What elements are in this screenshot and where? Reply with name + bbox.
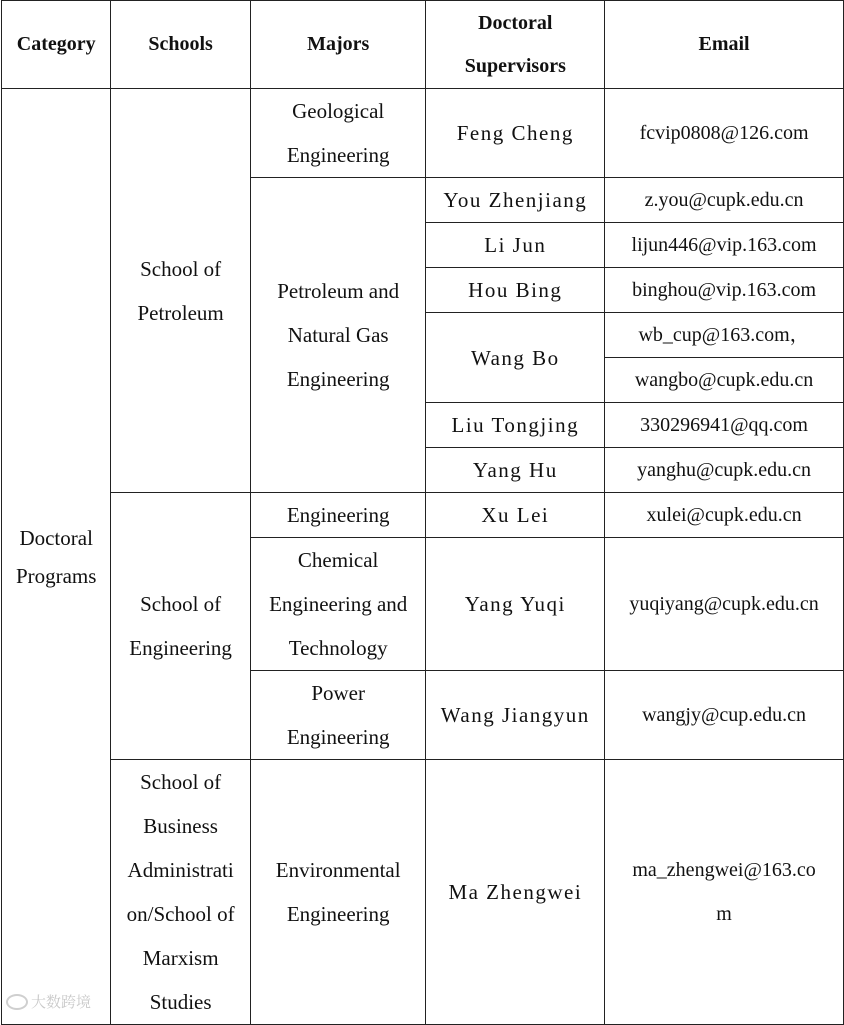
school-line: on/School of [126, 902, 235, 926]
major-engineering: Engineering [250, 493, 426, 538]
major-line: Power [311, 681, 365, 705]
supervisor-cell: Feng Cheng [426, 89, 605, 178]
header-schools: Schools [111, 1, 250, 89]
supervisor-table [1, 0, 844, 1025]
major-chemical [250, 538, 426, 671]
school-line: School of [140, 770, 222, 794]
school-business [111, 760, 250, 1025]
email-cell[interactable]: wangbo@cupk.edu.cn [605, 358, 844, 403]
major-line: Engineering [286, 725, 390, 749]
major-line: Geological [292, 99, 385, 123]
supervisor-cell: You Zhenjiang [426, 178, 605, 223]
header-supervisors [426, 1, 605, 89]
email-cell[interactable]: yanghu@cupk.edu.cn [605, 448, 844, 493]
watermark [6, 991, 91, 1012]
email-cell[interactable]: wangjy@cup.edu.cn [605, 671, 844, 760]
supervisor-cell: Yang Yuqi [426, 538, 605, 671]
school-line: Marxism [142, 946, 219, 970]
header-supervisors-line2: Supervisors [464, 54, 566, 77]
supervisor-cell: Wang Jiangyun [426, 671, 605, 760]
major-geological [250, 89, 426, 178]
supervisor-cell: Li Jun [426, 223, 605, 268]
major-environmental [250, 760, 426, 1025]
header-majors: Majors [250, 1, 426, 89]
supervisor-cell: Xu Lei [426, 493, 605, 538]
table-row [2, 760, 844, 1025]
school-line: Petroleum [137, 300, 224, 325]
school-line: Business [143, 814, 218, 838]
supervisor-cell: Wang Bo [426, 313, 605, 403]
supervisor-cell: Ma Zhengwei [426, 760, 605, 1025]
school-petroleum [111, 89, 250, 493]
major-line: Engineering and [269, 592, 408, 616]
school-line: School of [140, 592, 222, 616]
category-line1: Doctoral [19, 525, 93, 550]
school-line: Engineering [129, 636, 232, 660]
table-row [2, 89, 844, 178]
major-power [250, 671, 426, 760]
major-petroleum-gas [250, 178, 426, 493]
major-line: Chemical [297, 548, 379, 572]
email-line: m [716, 903, 732, 925]
header-category: Category [2, 1, 111, 89]
school-engineering [111, 493, 250, 760]
major-line: Engineering [286, 367, 390, 391]
email-cell[interactable]: fcvip0808@126.com [605, 89, 844, 178]
email-cell[interactable]: lijun446@vip.163.com [605, 223, 844, 268]
school-line: School of [140, 256, 222, 281]
watermark-text: 大数跨境 [31, 993, 92, 1011]
category-line2: Programs [15, 563, 97, 588]
table-row [2, 493, 844, 538]
email-cell[interactable]: yuqiyang@cupk.edu.cn [605, 538, 844, 671]
email-cell[interactable]: z.you@cupk.edu.cn [605, 178, 844, 223]
category-cell [2, 89, 111, 1025]
supervisor-cell: Yang Hu [426, 448, 605, 493]
watermark-logo-icon [6, 994, 28, 1010]
major-line: Natural Gas [287, 323, 389, 347]
major-line: Technology [288, 636, 388, 660]
email-cell[interactable]: wb_cup@163.com， [605, 313, 844, 358]
email-line: ma_zhengwei@163.co [632, 859, 816, 881]
supervisor-cell: Hou Bing [426, 268, 605, 313]
major-line: Engineering [286, 143, 390, 167]
email-cell[interactable]: 330296941@qq.com [605, 403, 844, 448]
header-supervisors-line1: Doctoral [478, 11, 553, 34]
email-cell[interactable]: xulei@cupk.edu.cn [605, 493, 844, 538]
major-line: Environmental [275, 858, 401, 882]
major-line: Petroleum and [277, 279, 400, 303]
major-line: Engineering [286, 902, 390, 926]
header-row [2, 1, 844, 89]
email-cell[interactable] [605, 760, 844, 1025]
email-cell[interactable]: binghou@vip.163.com [605, 268, 844, 313]
header-email: Email [605, 1, 844, 89]
school-line: Administrati [127, 858, 234, 882]
school-line: Studies [149, 990, 212, 1014]
supervisor-cell: Liu Tongjing [426, 403, 605, 448]
